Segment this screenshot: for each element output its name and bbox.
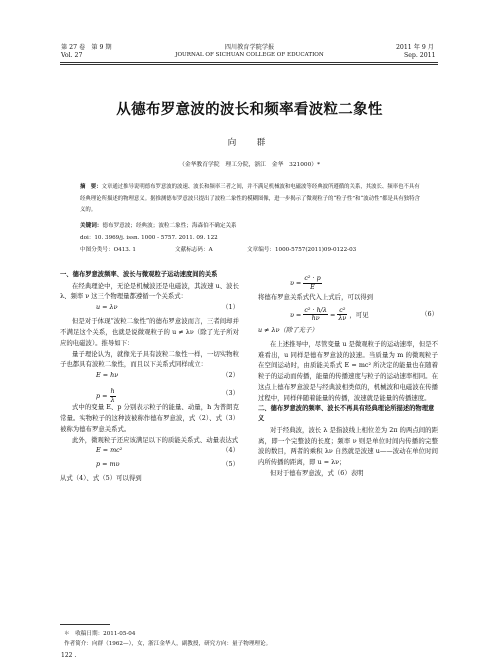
equation-6a-lhs: υ = bbox=[290, 279, 302, 287]
paragraph-1: 在经典理论中，无论是机械波还是电磁波，其波速 u、波长 λ、频率 ν 这三个物理量都遵循一个关系式： bbox=[60, 281, 239, 301]
paragraph-4: 式中的变量 E、p 分别表示粒子的能量、动量，h 为普朗克常量。实物粒子的这种波被称作德布罗意波，式（2）、式（3）被称为德布罗意关系式。 bbox=[60, 403, 239, 433]
equation-1 bbox=[60, 302, 239, 316]
equation-2-number: （2） bbox=[222, 371, 239, 380]
paragraph-8: 在上述推导中，尽管变量 u 是微观粒子的运动速率，但是不难看出，u 同样是德布罗意波的波速。当质量为 m 的微观粒子在空间运动时，由质能关系式 E = mc² 所决定的能量也在随着粒子的运动而传播，能量的传播速度与粒子的运动速率相同。在这点上德布罗意波是与经典波相类似的，机械波和电磁波在传播过程中，同样伴随着能量的传播，波速就是能量的传播速度。 bbox=[258, 339, 438, 402]
keywords-label: 关键词： bbox=[80, 223, 103, 229]
footnote-rule bbox=[60, 624, 110, 625]
equation-6-fraction-1-numerator: c² · h/λ bbox=[304, 305, 327, 314]
keywords bbox=[80, 221, 237, 229]
equation-6a-fraction bbox=[303, 275, 321, 291]
paragraph-3: 量子理论认为，就像光子具有波粒二象性一样，一切实物粒子也都具有波粒二象性，而且以下关系式同样成立： bbox=[60, 349, 239, 369]
section1-title: 一、德布罗意波频率、波长与微观粒子运动速度间的关系 bbox=[60, 271, 218, 278]
header-date-cn: 2011 年 9 月 bbox=[396, 44, 434, 51]
header-volume: 第 27 卷 第 9 期 bbox=[61, 44, 112, 51]
header-journal-cn: 四川教育学院学报 bbox=[224, 44, 275, 51]
equation-3 bbox=[60, 384, 239, 402]
equation-5 bbox=[60, 459, 239, 473]
equation-6-body bbox=[290, 307, 369, 323]
abstract-label: 摘 要： bbox=[80, 184, 102, 190]
equation-6-equals: = bbox=[329, 310, 336, 319]
footnote-received: ＊ 收稿日期：2011-05-04 bbox=[64, 631, 136, 637]
equation-6a bbox=[258, 270, 438, 292]
equation-6-lhs: υ = bbox=[290, 310, 302, 319]
page-number: 122 . bbox=[61, 652, 77, 659]
equation-6-tail: ，可见 bbox=[349, 310, 369, 319]
equation-4-body: E = mc² bbox=[96, 446, 123, 455]
right-column bbox=[258, 270, 438, 479]
equation-1-number: （1） bbox=[222, 303, 239, 312]
equation-6-number: （6） bbox=[421, 309, 438, 318]
document-code: 文献标志码：A bbox=[175, 247, 213, 253]
header-rule-thin bbox=[60, 64, 438, 65]
paragraph-5: 此外，微观粒子还应该满足以下的质能关系式、动量表达式 bbox=[72, 435, 239, 444]
clc-number: 中图分类号：O413. 1 bbox=[80, 247, 136, 253]
equation-6-fraction-2-numerator: c² bbox=[339, 305, 346, 314]
left-column bbox=[60, 270, 239, 484]
paragraph-10: 但对于德布罗意波，式（6）表明 bbox=[270, 468, 364, 477]
equation-5-number: （5） bbox=[222, 460, 239, 469]
equation-2 bbox=[60, 370, 239, 384]
abstract-text: 文章通过推导说明德布罗意波的波速、波长和频率三者之间，并不满足机械波和电磁波等经典波所遵循的关系，其波长、频率也不具有经典理论所描述的物理意义。据推测德布罗意波只提出了波粒二象性的模糊图像，进一步揭示了微观粒子的“粒子性”和“波动性”都是具有独特含义的。 bbox=[80, 184, 420, 214]
equation-7 bbox=[258, 325, 438, 339]
equation-6-fraction-2 bbox=[337, 307, 347, 323]
header-date-en: Sep. 2011 bbox=[404, 52, 436, 59]
abstract bbox=[80, 182, 420, 217]
equation-4 bbox=[60, 445, 239, 459]
equation-3-fraction bbox=[110, 388, 116, 404]
equation-6 bbox=[258, 303, 438, 325]
equation-3-lhs: p = bbox=[96, 392, 108, 401]
header-vol-en: Vol. 27 bbox=[61, 52, 83, 59]
paragraph-9: 对于经典波，波长 λ 是指波线上相位差为 2π 的两点间的距离，即一个完整波的长度；频率 ν 则是单位时间内传播的完整波的数目，两者的乘积 λν 自然就是波速 u——波动在单位时间内所传播的距离，即 u = λν； bbox=[258, 425, 438, 467]
article-author: 向 群 bbox=[227, 138, 272, 148]
paragraph-2: 但是对于体现“波粒二象性”的德布罗意波而言，三者间却并不满足这个关系，也就是说微观粒子的 u ≠ λν（除了光子所对应的电磁波）。推导如下： bbox=[60, 317, 239, 347]
paragraph-6: 从式（4）、式（5）可以得到 bbox=[60, 474, 142, 483]
keywords-text: 德布罗意波；经典波；波粒二象性；海森伯不确定关系 bbox=[102, 223, 237, 229]
header-rule bbox=[60, 62, 438, 63]
equation-7-body: u ≠ λν（除了光子） bbox=[258, 325, 318, 334]
header-journal-en: JOURNAL OF SICHUAN COLLEGE OF EDUCATION bbox=[175, 52, 324, 58]
doi: doi：10. 3969/j. issn. 1000 - 5757. 2011. 09. 122 bbox=[80, 235, 218, 241]
footnote-author-bio: 作者简介：向群（1962—），女，浙江金华人，副教授，研究方向：量子物理理论。 bbox=[64, 641, 272, 647]
paragraph-7: 将德布罗意关系式代入上式后，可以得到 bbox=[258, 293, 374, 301]
article-number: 文章编号：1000-5757(2011)09-0122-03 bbox=[247, 247, 357, 253]
equation-3-denominator: λ bbox=[110, 395, 115, 404]
equation-3-body bbox=[96, 388, 116, 404]
article-affiliation: （金华教育学院 理工分院，浙江 金华 321000）* bbox=[179, 162, 320, 168]
article-title: 从德布罗意波的波长和频率看波粒二象性 bbox=[116, 102, 383, 118]
equation-6-fraction-1-denominator: hν bbox=[311, 314, 320, 323]
equation-6-fraction-2-denominator: λν bbox=[338, 314, 347, 323]
equation-6a-denominator: E bbox=[310, 282, 315, 291]
equation-5-body: p = mυ bbox=[96, 460, 120, 469]
equation-2-body: E = hν bbox=[96, 371, 119, 380]
equation-1-body: u = λν bbox=[96, 303, 118, 312]
equation-6-fraction-1 bbox=[303, 307, 328, 323]
equation-3-numerator: h bbox=[110, 387, 115, 396]
section2-title: 二、德布罗意波的频率、波长不再具有经典理论所描述的物理意义 bbox=[258, 404, 435, 423]
equation-6a-body bbox=[290, 275, 322, 291]
equation-3-number: （3） bbox=[222, 389, 239, 398]
equation-4-number: （4） bbox=[222, 446, 239, 455]
equation-6a-numerator: c² · p bbox=[304, 274, 321, 282]
